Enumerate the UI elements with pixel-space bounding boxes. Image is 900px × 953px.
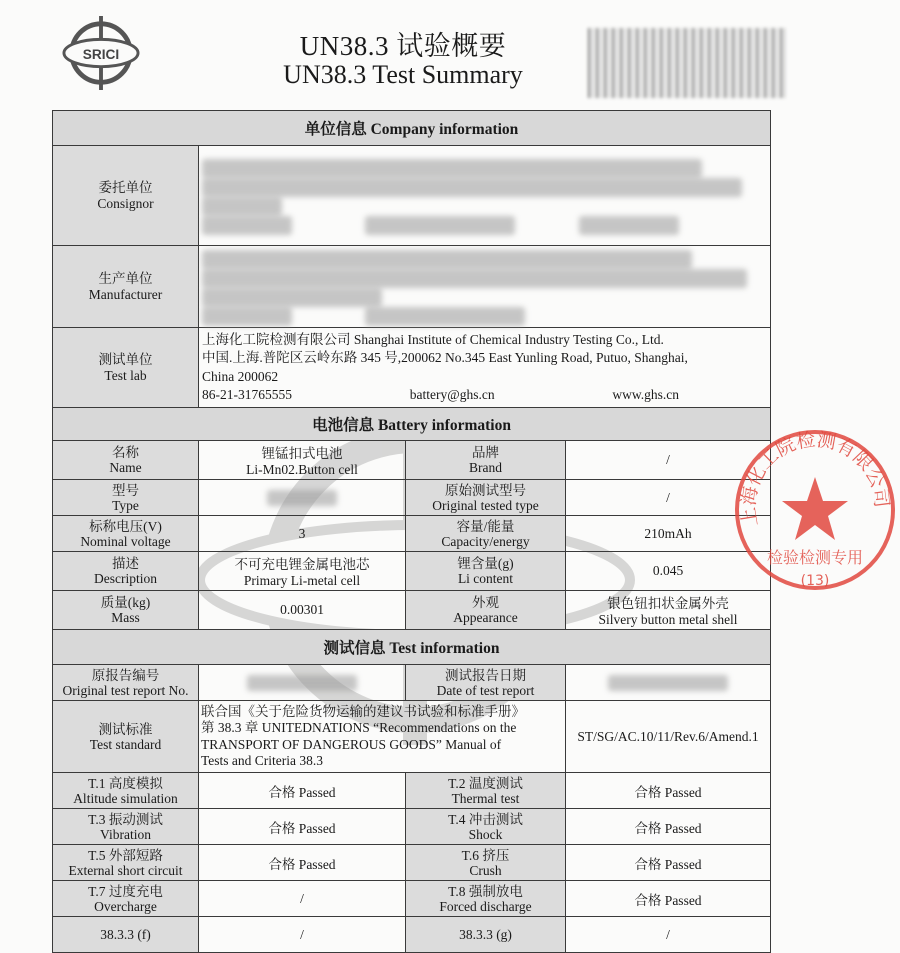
test-label-right: T.6 挤压 Crush xyxy=(406,845,566,881)
type-label: 型号 Type xyxy=(53,480,199,516)
appearance-value: 银色钮扣状金属外壳 Silvery button metal shell xyxy=(566,591,771,630)
appearance-label: 外观 Appearance xyxy=(406,591,566,630)
svg-text:SRICI: SRICI xyxy=(82,46,120,62)
test-label-left: T.5 外部短路 External short circuit xyxy=(53,845,199,881)
report-date-value xyxy=(566,665,771,701)
redacted-barcode xyxy=(588,28,788,98)
voltage-label: 标称电压(V) Nominal voltage xyxy=(53,516,199,552)
capacity-value: 210mAh xyxy=(566,516,771,552)
testlab-label: 测试单位 Test lab xyxy=(53,328,199,408)
title-english: UN38.3 Test Summary xyxy=(283,60,523,89)
company-section-header: 单位信息 Company information xyxy=(53,111,771,146)
test-item-row xyxy=(53,773,771,809)
name-value: 锂锰扣式电池 Li-Mn02.Button cell xyxy=(199,441,406,480)
original-type-value: / xyxy=(566,480,771,516)
brand-value: / xyxy=(566,441,771,480)
standard-label: 测试标准 Test standard xyxy=(53,701,199,773)
test-f-label: 38.3.3 (f) xyxy=(53,917,199,953)
battery-section-header: 电池信息 Battery information xyxy=(53,408,771,441)
testlab-email: battery@ghs.cn xyxy=(409,387,495,402)
test-result-left: 合格 Passed xyxy=(199,809,406,845)
test-label-right: T.2 温度测试 Thermal test xyxy=(406,773,566,809)
report-date-label: 测试报告日期 Date of test report xyxy=(406,665,566,701)
manufacturer-info xyxy=(199,246,771,328)
test-item-row xyxy=(53,845,771,881)
voltage-value: 3 xyxy=(199,516,406,552)
test-f-value: / xyxy=(199,917,406,953)
test-result-right: 合格 Passed xyxy=(566,773,771,809)
li-content-value: 0.045 xyxy=(566,552,771,591)
mass-value: 0.00301 xyxy=(199,591,406,630)
test-g-label: 38.3.3 (g) xyxy=(406,917,566,953)
test-label-left: T.1 高度模拟 Altitude simulation xyxy=(53,773,199,809)
name-label: 名称 Name xyxy=(53,441,199,480)
brand-label: 品牌 Brand xyxy=(406,441,566,480)
li-content-label: 锂含量(g) Li content xyxy=(406,552,566,591)
testlab-website: www.ghs.cn xyxy=(612,387,680,402)
test-label-right: T.4 冲击测试 Shock xyxy=(406,809,566,845)
test-label-left: T.7 过度充电 Overcharge xyxy=(53,881,199,917)
description-label: 描述 Description xyxy=(53,552,199,591)
testlab-info: 上海化工院检测有限公司 Shanghai Institute of Chemical Industry Testing Co., Ltd. 中国.上海.普陀区云岭东路 345 号,200062 No.345 East Yunling Road, Putuo, Shanghai, China 200062 86-21-31765555 battery@ghs.cn www.ghs.cn xyxy=(199,328,771,408)
svg-text:(13): (13) xyxy=(800,573,830,589)
standard-reference: ST/SG/AC.10/11/Rev.6/Amend.1 xyxy=(566,701,771,773)
test-item-row xyxy=(53,881,771,917)
test-section-header: 测试信息 Test information xyxy=(53,630,771,665)
svg-text:检验检测专用: 检验检测专用 xyxy=(766,548,864,567)
test-result-left: 合格 Passed xyxy=(199,773,406,809)
testlab-phone: 86-21-31765555 xyxy=(202,387,292,402)
srici-logo xyxy=(62,14,140,92)
svg-text:上海化工院检测有限公司: 上海化工院检测有限公司 xyxy=(737,428,893,528)
test-result-left: / xyxy=(199,881,406,917)
report-no-label: 原报告编号 Original test report No. xyxy=(53,665,199,701)
mass-label: 质量(kg) Mass xyxy=(53,591,199,630)
test-result-right: 合格 Passed xyxy=(566,845,771,881)
report-no-value xyxy=(199,665,406,701)
test-result-left: 合格 Passed xyxy=(199,845,406,881)
test-result-right: 合格 Passed xyxy=(566,809,771,845)
original-type-label: 原始测试型号 Original tested type xyxy=(406,480,566,516)
test-label-left: T.3 振动测试 Vibration xyxy=(53,809,199,845)
standard-text: 联合国《关于危险货物运输的建议书试验和标准手册》 第 38.3 章 UNITEDNATIONS “Recommendations on the TRANSPORT OF DANGEROUS GOODS” Manual of Tests and Criteria 38.3 xyxy=(199,701,566,773)
consignor-info xyxy=(199,146,771,246)
manufacturer-label: 生产单位 Manufacturer xyxy=(53,246,199,328)
test-label-right: T.8 强制放电 Forced discharge xyxy=(406,881,566,917)
description-value: 不可充电锂金属电池芯 Primary Li-metal cell xyxy=(199,552,406,591)
title-chinese: UN38.3 试验概要 xyxy=(299,31,507,61)
test-item-row xyxy=(53,809,771,845)
test-g-value: / xyxy=(566,917,771,953)
test-result-right: 合格 Passed xyxy=(566,881,771,917)
summary-table xyxy=(52,110,771,953)
consignor-label: 委托单位 Consignor xyxy=(53,146,199,246)
capacity-label: 容量/能量 Capacity/energy xyxy=(406,516,566,552)
type-value xyxy=(199,480,406,516)
